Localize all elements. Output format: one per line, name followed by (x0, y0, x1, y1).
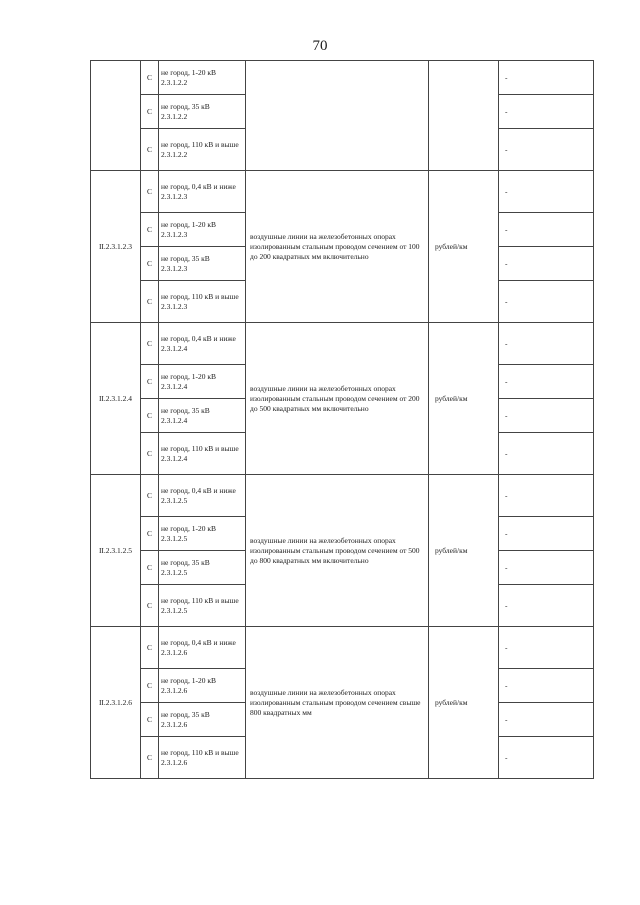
condition-symbol: С (141, 475, 159, 517)
table-body (91, 61, 594, 779)
condition-label: не город, 1-20 кВ (161, 67, 216, 77)
table-row (91, 171, 594, 213)
condition-code: 2.3.1.2.5 (161, 567, 188, 577)
table-row (91, 627, 594, 669)
condition-label: не город, 1-20 кВ (161, 371, 216, 381)
group-unit: рублей/км (429, 475, 499, 627)
condition-label: не город, 0,4 кВ и ниже (161, 637, 236, 647)
condition-cell (159, 365, 246, 399)
condition-cell (159, 433, 246, 475)
condition-symbol: С (141, 585, 159, 627)
value-cell: - (499, 551, 594, 585)
tariff-table (90, 60, 594, 779)
condition-cell (159, 627, 246, 669)
value-cell: - (499, 129, 594, 171)
value-cell: - (499, 703, 594, 737)
condition-symbol: С (141, 627, 159, 669)
condition-cell (159, 669, 246, 703)
condition-symbol: С (141, 399, 159, 433)
condition-symbol: С (141, 669, 159, 703)
condition-code: 2.3.1.2.4 (161, 381, 188, 391)
condition-code: 2.3.1.2.2 (161, 77, 188, 87)
condition-symbol: С (141, 365, 159, 399)
group-description: воздушные линии на железобетонных опорах изолированным стальным проводом сечением свыше 800 квадратных мм (246, 627, 429, 779)
table-row (91, 475, 594, 517)
condition-code: 2.3.1.2.4 (161, 453, 188, 463)
condition-label: не город, 35 кВ (161, 253, 210, 263)
condition-cell (159, 475, 246, 517)
condition-cell (159, 517, 246, 551)
condition-code: 2.3.1.2.5 (161, 495, 188, 505)
value-cell: - (499, 433, 594, 475)
condition-label: не город, 35 кВ (161, 557, 210, 567)
condition-code: 2.3.1.2.3 (161, 191, 188, 201)
value-cell: - (499, 585, 594, 627)
condition-symbol: С (141, 95, 159, 129)
condition-cell (159, 281, 246, 323)
unit-cell-blank (429, 61, 499, 171)
condition-code: 2.3.1.2.2 (161, 111, 188, 121)
condition-label: не город, 110 кВ и выше (161, 595, 239, 605)
value-cell: - (499, 323, 594, 365)
group-description: воздушные линии на железобетонных опорах изолированным стальным проводом сечением от 200 до 500 квадратных мм включительно (246, 323, 429, 475)
condition-code: 2.3.1.2.3 (161, 301, 188, 311)
group-code: II.2.3.1.2.4 (91, 323, 141, 475)
value-cell: - (499, 213, 594, 247)
condition-code: 2.3.1.2.4 (161, 415, 188, 425)
condition-code: 2.3.1.2.6 (161, 647, 188, 657)
condition-cell (159, 737, 246, 779)
condition-symbol: С (141, 129, 159, 171)
group-code: II.2.3.1.2.3 (91, 171, 141, 323)
condition-symbol: С (141, 171, 159, 213)
condition-label: не город, 0,4 кВ и ниже (161, 181, 236, 191)
condition-label: не город, 110 кВ и выше (161, 139, 239, 149)
value-cell: - (499, 365, 594, 399)
condition-cell (159, 551, 246, 585)
group-code: II.2.3.1.2.6 (91, 627, 141, 779)
condition-cell (159, 585, 246, 627)
condition-cell (159, 247, 246, 281)
group-unit: рублей/км (429, 627, 499, 779)
value-cell: - (499, 737, 594, 779)
condition-label: не город, 35 кВ (161, 709, 210, 719)
condition-code: 2.3.1.2.3 (161, 229, 188, 239)
condition-symbol: С (141, 737, 159, 779)
value-cell: - (499, 61, 594, 95)
value-cell: - (499, 399, 594, 433)
condition-cell (159, 323, 246, 365)
condition-cell (159, 703, 246, 737)
condition-symbol: С (141, 433, 159, 475)
condition-label: не город, 35 кВ (161, 101, 210, 111)
condition-label: не город, 110 кВ и выше (161, 291, 239, 301)
condition-code: 2.3.1.2.6 (161, 757, 188, 767)
condition-symbol: С (141, 323, 159, 365)
condition-label: не город, 110 кВ и выше (161, 747, 239, 757)
code-cell-blank (91, 61, 141, 171)
group-code: II.2.3.1.2.5 (91, 475, 141, 627)
condition-symbol: С (141, 551, 159, 585)
condition-code: 2.3.1.2.5 (161, 533, 188, 543)
condition-cell (159, 171, 246, 213)
condition-symbol: С (141, 213, 159, 247)
condition-code: 2.3.1.2.6 (161, 719, 188, 729)
condition-code: 2.3.1.2.6 (161, 685, 188, 695)
value-cell: - (499, 627, 594, 669)
group-unit: рублей/км (429, 171, 499, 323)
condition-symbol: С (141, 517, 159, 551)
value-cell: - (499, 475, 594, 517)
condition-symbol: С (141, 281, 159, 323)
description-cell-blank (246, 61, 429, 171)
page-number: 70 (312, 38, 328, 54)
condition-symbol: С (141, 61, 159, 95)
condition-code: 2.3.1.2.4 (161, 343, 188, 353)
condition-cell (159, 399, 246, 433)
table-row (91, 61, 594, 95)
condition-code: 2.3.1.2.5 (161, 605, 188, 615)
value-cell: - (499, 669, 594, 703)
condition-symbol: С (141, 703, 159, 737)
condition-cell (159, 213, 246, 247)
value-cell: - (499, 95, 594, 129)
value-cell: - (499, 247, 594, 281)
group-description: воздушные линии на железобетонных опорах изолированным стальным проводом сечением от 100 до 200 квадратных мм включительно (246, 171, 429, 323)
condition-label: не город, 110 кВ и выше (161, 443, 239, 453)
condition-label: не город, 1-20 кВ (161, 219, 216, 229)
condition-label: не город, 1-20 кВ (161, 523, 216, 533)
value-cell: - (499, 171, 594, 213)
condition-cell (159, 61, 246, 95)
condition-cell (159, 129, 246, 171)
condition-label: не город, 0,4 кВ и ниже (161, 333, 236, 343)
condition-symbol: С (141, 247, 159, 281)
value-cell: - (499, 517, 594, 551)
condition-label: не город, 35 кВ (161, 405, 210, 415)
group-description: воздушные линии на железобетонных опорах изолированным стальным проводом сечением от 500 до 800 квадратных мм включительно (246, 475, 429, 627)
table-row (91, 323, 594, 365)
value-cell: - (499, 281, 594, 323)
group-unit: рублей/км (429, 323, 499, 475)
condition-label: не город, 0,4 кВ и ниже (161, 485, 236, 495)
condition-cell (159, 95, 246, 129)
condition-code: 2.3.1.2.3 (161, 263, 188, 273)
condition-label: не город, 1-20 кВ (161, 675, 216, 685)
condition-code: 2.3.1.2.2 (161, 149, 188, 159)
